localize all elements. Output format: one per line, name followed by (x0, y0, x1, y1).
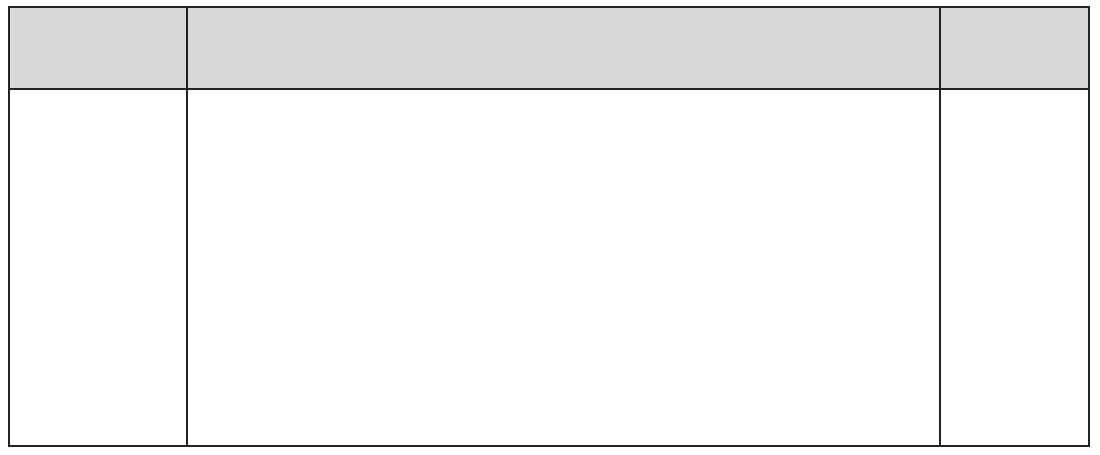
table-header (10, 8, 1088, 90)
header-examples (188, 8, 939, 88)
activity-cell (10, 90, 186, 445)
header-risk-class (941, 8, 1090, 88)
column-divider (939, 8, 941, 445)
header-activities (10, 8, 186, 88)
column-divider (186, 8, 188, 445)
risk-class-table (8, 6, 1090, 447)
